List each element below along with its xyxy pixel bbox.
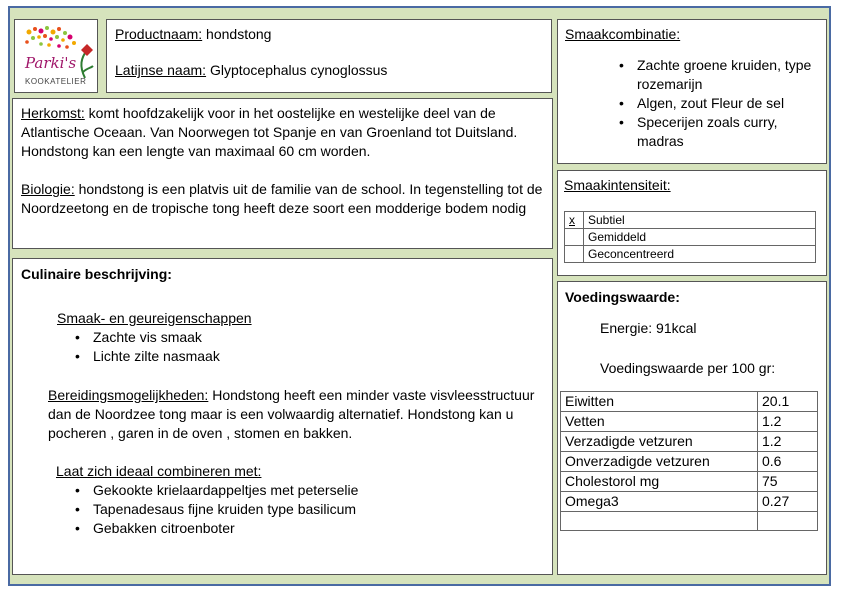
table-row: [561, 512, 818, 531]
latin-name-line: [115, 61, 543, 80]
smaakintensiteit-table: [564, 211, 816, 263]
nutrient-value: [758, 512, 818, 531]
biologie-text: hondstong is een platvis uit de familie van de school. In tegenstelling tot de Noordzeetong en de tropische tong heeft deze soort een modderige bodem nodig: [21, 181, 543, 216]
bereiding-text: Hondstong heeft een minder vaste visvleesstructuur dan de Noordzee tong maar is een volwaardig alternatief. Hondstong kan u pocheren , garen in de oven , stomen en bakken.: [48, 387, 535, 441]
nutrient-value: 20.1: [758, 392, 818, 412]
nutrient-label: Omega3: [561, 492, 758, 512]
herkomst-paragraph: [21, 104, 544, 161]
nutrient-value: 0.27: [758, 492, 818, 512]
table-row: [561, 452, 818, 472]
energie-text: Energie: 91kcal: [600, 320, 697, 336]
nutrient-value: 1.2: [758, 412, 818, 432]
product-name-line: [115, 25, 543, 61]
voeding-title: Voedingswaarde:: [565, 289, 680, 305]
list-item: • Zachte vis smaak: [75, 328, 544, 347]
smaak-list: [75, 328, 544, 366]
logo-text-sub: KOOKATELIER: [25, 77, 87, 86]
nutrient-value: 1.2: [758, 432, 818, 452]
biologie-paragraph: [21, 180, 544, 218]
bereiding-label: Bereidingsmogelijkheden:: [48, 387, 209, 403]
combi-title: Laat zich ideaal combineren met:: [56, 463, 262, 479]
table-row: [561, 492, 818, 512]
list-item: • Specerijen zoals curry, madras: [619, 113, 819, 151]
smaakcombinatie-list: [619, 56, 819, 151]
herkomst-text: komt hoofdzakelijk voor in het oostelijke en westelijke deel van de Atlantische Oceaan. Van Noorwegen tot Spanje en van Groenland tot Duitsland. Hondstong kan een lengte van maximaal 60 cm worden.: [21, 105, 518, 159]
intensity-mark: x: [565, 212, 584, 229]
culinary-box: [12, 258, 553, 575]
product-name-label: Productnaam:: [115, 26, 203, 42]
smaakintensiteit-title: Smaakintensiteit:: [564, 177, 671, 193]
intensity-label: Gemiddeld: [584, 229, 816, 246]
intensity-label: Geconcentreerd: [584, 246, 816, 263]
table-row: [561, 472, 818, 492]
table-row: [561, 432, 818, 452]
culinary-title: Culinaire beschrijving:: [21, 266, 172, 282]
intensity-mark: [565, 246, 584, 263]
nutrient-label: Cholestorol mg: [561, 472, 758, 492]
latin-name-label: Latijnse naam:: [115, 62, 207, 78]
combi-list: [75, 481, 544, 538]
logo-box: [14, 19, 98, 93]
list-item: • Zachte groene kruiden, type rozemarijn: [619, 56, 819, 94]
table-row: [565, 229, 816, 246]
nutrient-value: 75: [758, 472, 818, 492]
per100-text: Voedingswaarde per 100 gr:: [600, 360, 776, 376]
origin-box: [12, 98, 553, 249]
smaakcombinatie-title: Smaakcombinatie:: [565, 26, 681, 42]
nutrient-label: Eiwitten: [561, 392, 758, 412]
voeding-table: [560, 391, 818, 531]
smaakintensiteit-box: [557, 170, 827, 276]
smaak-title: Smaak- en geureigenschappen: [57, 310, 252, 326]
herkomst-label: Herkomst:: [21, 105, 85, 121]
nutrient-label: Vetten: [561, 412, 758, 432]
product-name-value: hondstong: [202, 26, 272, 42]
latin-name-value: Glyptocephalus cynoglossus: [206, 62, 388, 78]
bereiding-paragraph: [48, 386, 544, 443]
nutrient-value: 0.6: [758, 452, 818, 472]
table-row: [565, 246, 816, 263]
list-item: • Algen, zout Fleur de sel: [619, 94, 819, 113]
nutrient-label: [561, 512, 758, 531]
table-row: [565, 212, 816, 229]
smaakcombinatie-box: [557, 19, 827, 164]
intensity-mark: [565, 229, 584, 246]
list-item: • Tapenadesaus fijne kruiden type basilicum: [75, 500, 544, 519]
table-row: [561, 392, 818, 412]
biologie-label: Biologie:: [21, 181, 75, 197]
nutrient-label: Onverzadigde vetzuren: [561, 452, 758, 472]
list-item: • Gekookte krielaardappeltjes met peterselie: [75, 481, 544, 500]
logo-text-main: Parki's: [25, 54, 77, 72]
product-name-box: [106, 19, 552, 93]
nutrient-label: Verzadigde vetzuren: [561, 432, 758, 452]
table-row: [561, 412, 818, 432]
intensity-label: Subtiel: [584, 212, 816, 229]
list-item: • Gebakken citroenboter: [75, 519, 544, 538]
voeding-box: [557, 281, 827, 575]
list-item: • Lichte zilte nasmaak: [75, 347, 544, 366]
